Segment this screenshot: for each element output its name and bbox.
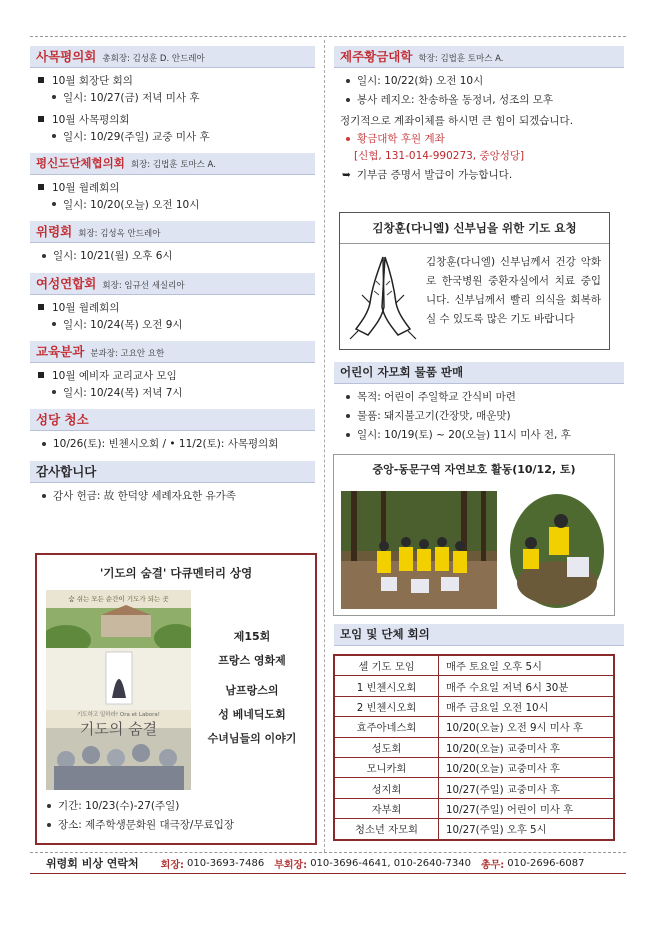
item-detail: 물품: 돼지불고기(간장맛, 매운맛) — [357, 410, 511, 422]
documentary-box — [35, 553, 317, 845]
list-item — [38, 367, 315, 383]
list-item — [38, 111, 315, 127]
secretary-label: 총무: — [480, 859, 505, 871]
prayer-title: 김창훈(다니엘) 신부님을 위한 기도 요청 — [340, 213, 609, 244]
secretary-phone: 010-2696-6087 — [507, 857, 585, 869]
cleaning-section — [30, 409, 315, 452]
meeting-name: 성지회 — [334, 778, 439, 798]
section-title: 감사합니다 — [36, 464, 97, 479]
item-detail: 일시: 10/21(월) 오후 6시 — [53, 250, 173, 262]
dot-bullet-icon — [52, 390, 56, 394]
desc-line: 성 베네딕도회 — [218, 708, 286, 721]
receipt-note — [342, 166, 624, 183]
golden-college-section — [334, 46, 624, 183]
group-photo — [341, 491, 497, 609]
section-title: 제주황금대학 — [340, 49, 413, 64]
donation-note: 정기적으로 계좌이체를 하시면 큰 힘이 되겠습니다. — [340, 115, 574, 127]
section-header — [30, 341, 315, 363]
item-detail: 일시: 10/19(토) ~ 20(오늘) 11시 미사 전, 후 — [357, 429, 571, 441]
section-title: 위령회 — [36, 224, 73, 239]
item-detail: 일시: 10/22(화) 오전 10시 — [357, 75, 484, 87]
square-bullet-icon — [38, 77, 44, 83]
section-header — [30, 461, 315, 483]
square-bullet-icon — [38, 184, 44, 190]
table-row — [334, 696, 614, 716]
meeting-name: 성도회 — [334, 737, 439, 757]
list-item — [42, 247, 315, 264]
left-column — [30, 46, 315, 513]
meeting-time: 10/20(오늘) 오전 9시 미사 후 — [439, 717, 615, 737]
emergency-committee-section — [30, 221, 315, 264]
list-item — [47, 797, 234, 814]
section-subtitle: 회장: 임규선 세실리아 — [102, 281, 185, 291]
meeting-name: 모니카회 — [334, 757, 439, 777]
poster-tagline: 숨 쉬는 모든 순간이 기도가 되는 곳 — [68, 595, 169, 603]
meeting-time: 매주 토요일 오후 5시 — [439, 655, 615, 676]
vice-label: 부회장: — [274, 859, 308, 871]
education-section — [30, 341, 315, 400]
women-assoc-section — [30, 273, 315, 332]
square-bullet-icon — [38, 304, 44, 310]
list-item — [38, 72, 315, 88]
thanks-section — [30, 461, 315, 504]
section-subtitle: 회장: 김법훈 토마스 A. — [130, 160, 216, 170]
emergency-contact-footer — [30, 852, 626, 874]
meeting-time: 매주 수요일 저녁 6시 30분 — [439, 676, 615, 696]
lay-council-section — [30, 153, 315, 212]
item-detail: 일시: 10/27(금) 저녁 미사 후 — [63, 91, 200, 104]
item-detail: 기간: 10/23(수)-27(주일) — [58, 800, 180, 812]
meeting-time: 10/20(오늘) 교중미사 후 — [439, 757, 615, 777]
item-detail: 장소: 제주학생문화원 대극장/무료입장 — [58, 819, 235, 831]
item-detail: 10/26(토): 빈첸시오회 / • 11/2(토): 사목평의회 — [53, 438, 279, 450]
table-row — [334, 717, 614, 737]
desc-line: 수녀님들의 이야기 — [207, 732, 297, 745]
list-item — [346, 388, 624, 405]
right-column — [334, 46, 624, 192]
table-row — [334, 798, 614, 818]
dot-bullet-icon — [47, 804, 51, 808]
section-title: 성당 청소 — [36, 412, 89, 427]
item-detail: 감사 헌금: 故 한덕양 세례자요한 유가족 — [53, 490, 236, 502]
account-label — [346, 130, 624, 147]
poster-title: 기도의 숨결 — [79, 720, 158, 738]
list-item — [346, 407, 624, 424]
list-subitem — [52, 89, 315, 105]
meeting-name: 2 빈첸시오회 — [334, 696, 439, 716]
dot-bullet-icon — [42, 494, 46, 498]
kids-sale-section — [334, 362, 624, 443]
prayer-request-box — [339, 212, 610, 350]
square-bullet-icon — [38, 116, 44, 122]
column-divider — [324, 40, 325, 852]
section-header — [334, 46, 624, 68]
section-header — [30, 409, 315, 431]
item-text: 10월 월례회의 — [52, 301, 120, 314]
section-header — [30, 153, 315, 175]
dot-bullet-icon — [42, 442, 46, 446]
meetings-section — [334, 624, 624, 650]
item-detail: 목적: 어린이 주일학교 간식비 마련 — [357, 391, 516, 403]
section-title: 어린이 자모회 물품 판매 — [340, 365, 464, 379]
item-detail: 황금대학 후원 계좌 — [357, 133, 445, 145]
table-row — [334, 676, 614, 696]
president-phone: 010-3693-7486 — [187, 857, 265, 869]
documentary-title: '기도의 숨결' 다큐멘터리 상영 — [99, 566, 253, 580]
dot-bullet-icon — [42, 254, 46, 258]
table-row — [334, 737, 614, 757]
activity-title: 중앙-동문구역 자연보호 활동(10/12, 토) — [372, 463, 576, 476]
meeting-name: 효주아네스회 — [334, 717, 439, 737]
dot-bullet-icon — [52, 134, 56, 138]
president-label: 회장: — [160, 859, 184, 871]
movie-poster — [46, 590, 191, 790]
documentary-details — [41, 795, 234, 833]
section-title: 교육분과 — [36, 344, 85, 359]
list-item — [346, 426, 624, 443]
poster-small-text: 기도하고 일하라! Ora et Labora! — [76, 712, 161, 718]
dot-bullet-icon — [47, 823, 51, 827]
item-detail: 일시: 10/24(목) 저녁 7시 — [63, 386, 183, 399]
table-row — [334, 757, 614, 777]
list-item — [38, 299, 315, 315]
arrow-right-icon: ➥ — [342, 168, 351, 181]
dot-bullet-icon — [346, 79, 350, 83]
documentary-description — [197, 625, 307, 751]
list-item — [346, 91, 624, 108]
section-header — [30, 221, 315, 243]
item-detail: 일시: 10/24(목) 오전 9시 — [63, 318, 183, 331]
item-text: 10월 사목평의회 — [52, 113, 130, 126]
dot-bullet-icon — [52, 202, 56, 206]
prayer-body: 김창훈(다니엘) 신부님께서 건강 악화로 한국병원 중환자실에서 치료 중입니다. 신부님께서 빨리 의식을 회복하실 수 있도록 많은 기도 바랍니다 — [426, 256, 601, 325]
meeting-time: 10/27(주일) 어린이 미사 후 — [439, 798, 615, 818]
section-title: 여성연합회 — [36, 276, 97, 291]
vice-phone: 010-3696-4641, 010-2640-7340 — [310, 857, 471, 869]
section-title: 평신도단체협의회 — [36, 156, 125, 170]
pastoral-council-section — [30, 46, 315, 144]
item-text: 10월 예비자 교리교사 모임 — [52, 369, 177, 382]
list-subitem — [52, 384, 315, 400]
list-subitem — [52, 196, 315, 212]
table-row — [334, 778, 614, 798]
praying-hands-icon — [348, 251, 418, 341]
list-subitem — [52, 316, 315, 332]
worker-photo — [509, 493, 605, 609]
poster-image — [46, 590, 191, 790]
item-detail: 기부금 증명서 발급이 가능합니다. — [356, 169, 513, 181]
dot-bullet-icon — [52, 95, 56, 99]
table-row — [334, 655, 614, 676]
meeting-name: 1 빈첸시오회 — [334, 676, 439, 696]
dot-bullet-icon — [346, 137, 350, 141]
list-item — [42, 487, 315, 504]
top-divider — [30, 36, 626, 37]
meeting-name: 청소년 자모회 — [334, 819, 439, 840]
account-number: [신협, 131-014-990273, 중앙성당] — [354, 150, 525, 162]
section-header — [334, 362, 624, 384]
item-detail: 일시: 10/20(오늘) 오전 10시 — [63, 198, 200, 211]
section-header — [30, 46, 315, 68]
section-subtitle: 회장: 김성옥 안드레아 — [78, 229, 161, 239]
meeting-name: 셀 기도 모임 — [334, 655, 439, 676]
section-subtitle: 분과장: 고요안 요한 — [90, 349, 165, 359]
list-item — [38, 179, 315, 195]
dot-bullet-icon — [346, 433, 350, 437]
meeting-name: 자부회 — [334, 798, 439, 818]
section-subtitle: 학장: 김법훈 토마스 A. — [418, 54, 504, 64]
desc-line: 프랑스 영화제 — [218, 654, 286, 667]
footer-title: 위령회 비상 연락처 — [46, 857, 139, 870]
list-item — [42, 435, 315, 452]
list-subitem — [52, 128, 315, 144]
square-bullet-icon — [38, 372, 44, 378]
section-title: 모임 및 단체 회의 — [340, 627, 430, 641]
meeting-time: 10/27(주일) 오후 5시 — [439, 819, 615, 840]
item-text: 10월 월례회의 — [52, 181, 120, 194]
meeting-time: 10/20(오늘) 교중미사 후 — [439, 737, 615, 757]
item-detail: 봉사 레지오: 찬송하올 동정녀, 성조의 모후 — [357, 94, 553, 106]
list-item — [47, 816, 234, 833]
dot-bullet-icon — [52, 322, 56, 326]
desc-line: 남프랑스의 — [225, 684, 279, 697]
section-header — [30, 273, 315, 295]
list-item — [346, 72, 624, 89]
dot-bullet-icon — [346, 98, 350, 102]
meeting-time: 10/27(주일) 교중미사 후 — [439, 778, 615, 798]
item-text: 10월 회장단 회의 — [52, 74, 133, 87]
meeting-time: 매주 금요일 오전 10시 — [439, 696, 615, 716]
section-subtitle: 총회장: 김성훈 D. 안드레아 — [102, 54, 205, 64]
table-row — [334, 819, 614, 840]
section-header — [334, 624, 624, 646]
desc-line: 제15회 — [233, 630, 271, 643]
dot-bullet-icon — [346, 395, 350, 399]
dot-bullet-icon — [346, 414, 350, 418]
section-title: 사목평의회 — [36, 49, 97, 64]
meetings-table — [333, 654, 615, 841]
item-detail: 일시: 10/29(주일) 교중 미사 후 — [63, 130, 210, 143]
activity-box — [333, 454, 615, 616]
